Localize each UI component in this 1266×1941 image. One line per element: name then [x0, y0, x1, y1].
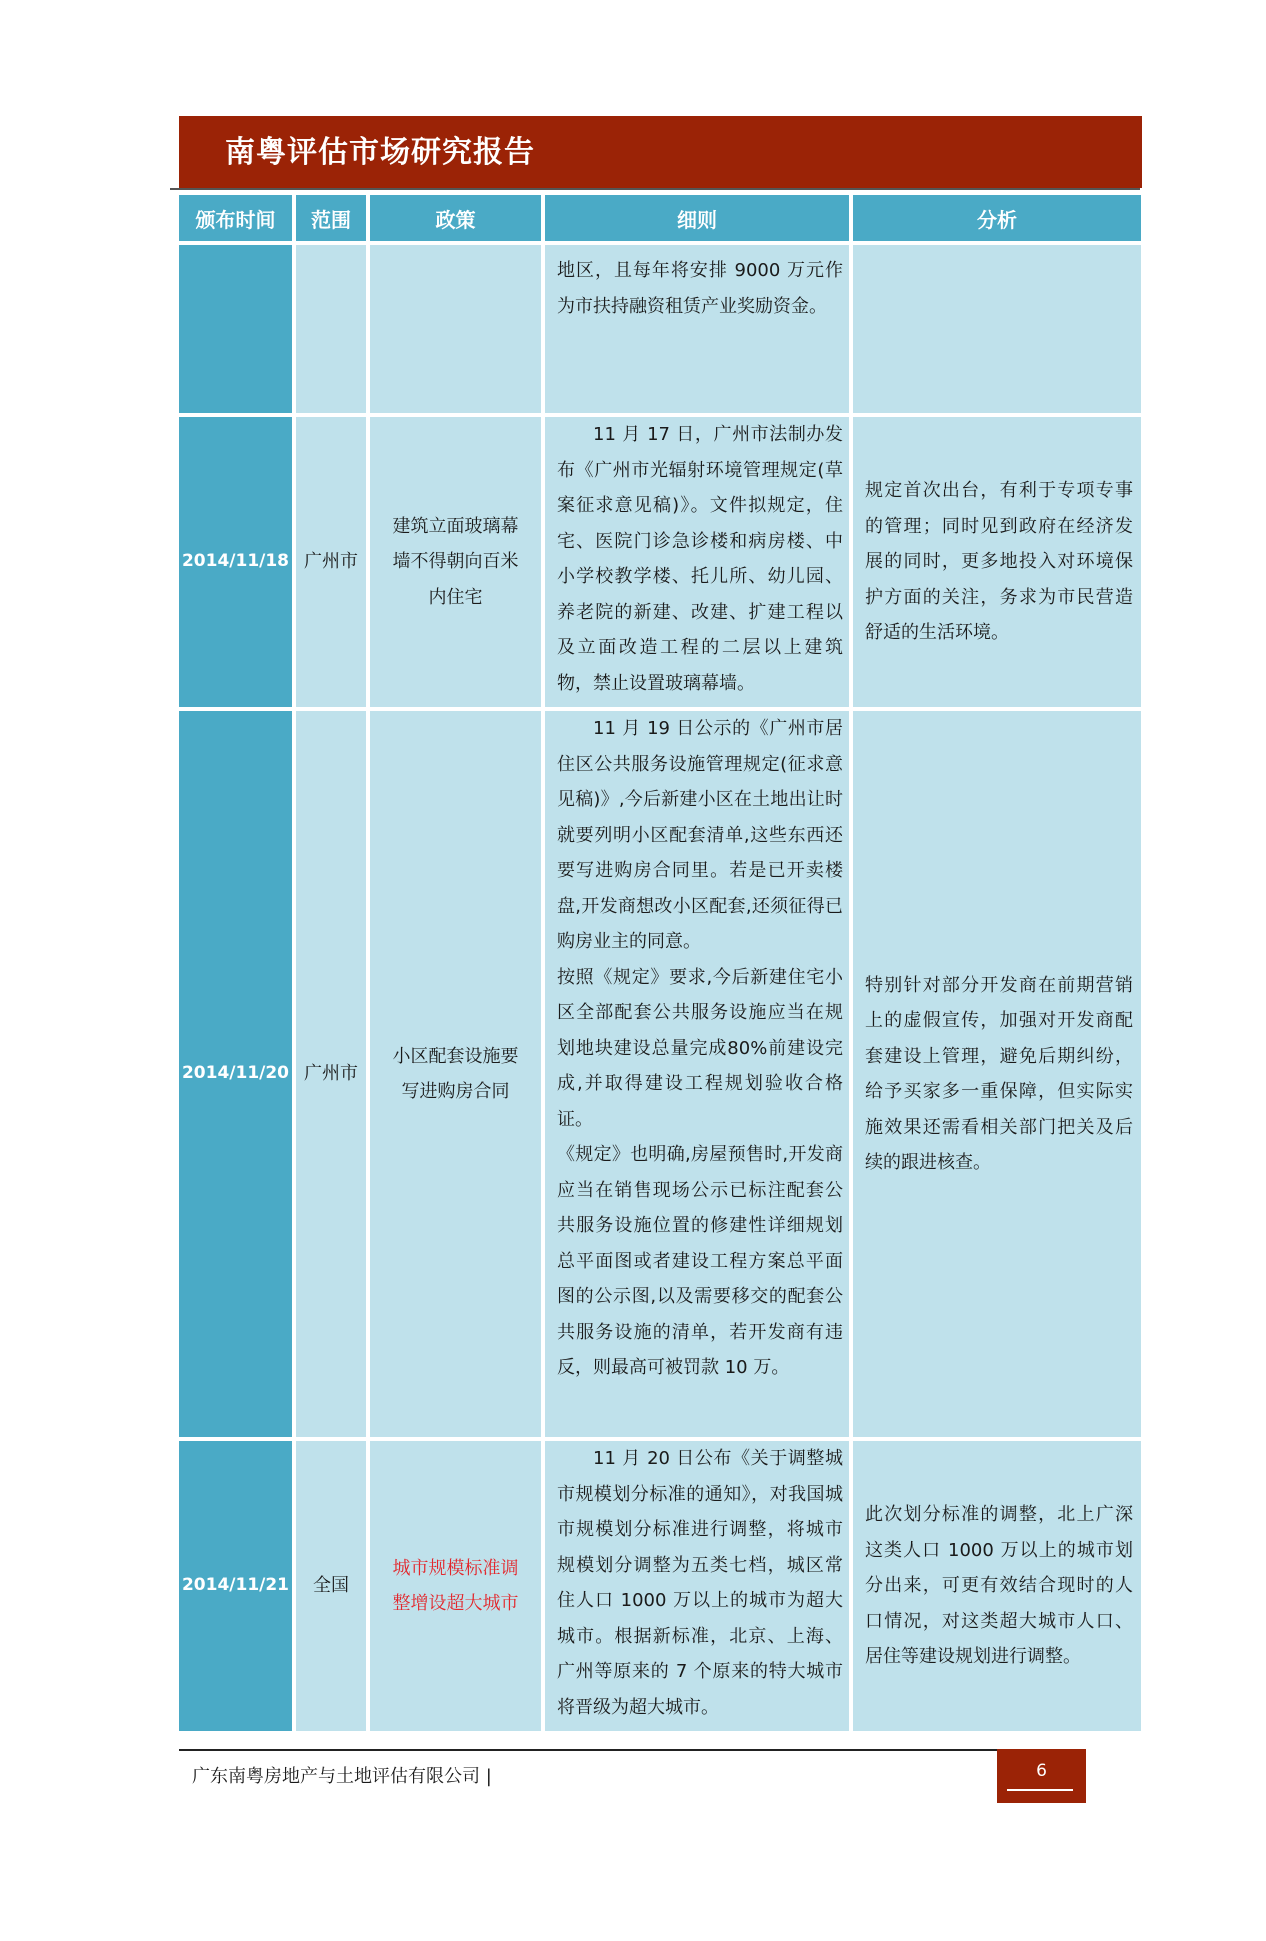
date-cell: [179, 245, 292, 413]
analysis-cell: 特别针对部分开发商在前期营销上的虚假宣传，加强对开发商配套建设上管理，避免后期纠纷，给予买家多一重保障，但实际实施效果还需看相关部门把关及后续的跟进核查。: [853, 711, 1141, 1437]
table-row: [179, 245, 1141, 413]
table-header-row: [179, 195, 1141, 241]
report-title: 南粤评估市场研究报告: [225, 135, 535, 170]
detail-cell: [545, 245, 849, 413]
detail-paragraph: 11 月 17 日，广州市法制办发布《广州市光辐射环境管理规定(草案征求意见稿)》。文件拟规定，住宅、医院门诊急诊楼和病房楼、中小学校教学楼、托儿所、幼儿园、养老院的新建、改建、扩建工程以及立面改造工程的二层以上建筑物，禁止设置玻璃幕墙。: [557, 424, 843, 694]
date-cell: 2014/11/21: [179, 1441, 292, 1731]
page-number-box: [997, 1749, 1086, 1803]
table-row: [179, 1441, 1141, 1731]
header-divider: [170, 188, 1140, 190]
scope-cell: 广州市: [296, 711, 366, 1437]
policy-highlight-text: 城市规模标准调整增设超大城市: [392, 1557, 519, 1614]
analysis-cell: 规定首次出台，有利于专项专事的管理；同时见到政府在经济发展的同时，更多地投入对环境保护方面的关注，务求为市民营造舒适的生活环境。: [853, 417, 1141, 707]
detail-paragraph: 地区，且每年将安排 9000 万元作为市扶持融资租赁产业奖励资金。: [557, 260, 843, 317]
detail-paragraph: 11 月 20 日公布《关于调整城市规模划分标准的通知》，对我国城市规模划分标准进行调整，将城市规模划分调整为五类七档，城区常住人口 1000 万以上的城市为超大城市。根据新标准，北京、上海、广州等原来的 7 个原来的特大城市将晋级为超大城市。: [557, 1448, 843, 1718]
column-header-policy: 政策: [370, 195, 541, 241]
table-row: [179, 711, 1141, 1437]
analysis-cell: 此次划分标准的调整，北上广深这类人口 1000 万以上的城市划分出来，可更有效结合现时的人口情况，对这类超大城市人口、居住等建设规划进行调整。: [853, 1441, 1141, 1731]
policy-cell: [370, 1441, 541, 1731]
scope-cell: 全国: [296, 1441, 366, 1731]
page-number-underline: [1007, 1789, 1073, 1791]
column-header-date: 颁布时间: [179, 195, 292, 241]
scope-cell: 广州市: [296, 417, 366, 707]
footer-divider: [179, 1749, 999, 1751]
detail-cell: [545, 711, 849, 1437]
detail-paragraph: 按照《规定》要求,今后新建住宅小区全部配套公共服务设施应当在规划地块建设总量完成80%前建设完成,并取得建设工程规划验收合格证。: [557, 966, 843, 1130]
column-header-scope: 范围: [296, 195, 366, 241]
policy-table: [175, 191, 1145, 1735]
detail-cell: [545, 1441, 849, 1731]
report-header-bar: [179, 116, 1142, 188]
column-header-detail: 细则: [545, 195, 849, 241]
table-row: [179, 417, 1141, 707]
scope-cell: [296, 245, 366, 413]
detail-paragraph: 《规定》也明确,房屋预售时,开发商应当在销售现场公示已标注配套公共服务设施位置的修建性详细规划总平面图或者建设工程方案总平面图的公示图,以及需要移交的配套公共服务设施的清单，若开发商有违反，则最高可被罚款 10 万。: [557, 1144, 843, 1378]
analysis-cell: [853, 245, 1141, 413]
policy-cell: 小区配套设施要写进购房合同: [370, 711, 541, 1437]
page-number: 6: [1036, 1761, 1047, 1781]
policy-cell: 建筑立面玻璃幕墙不得朝向百米内住宅: [370, 417, 541, 707]
footer-company-name: 广东南粤房地产与土地评估有限公司 |: [192, 1766, 492, 1787]
date-cell: 2014/11/20: [179, 711, 292, 1437]
detail-paragraph: 11 月 19 日公示的《广州市居住区公共服务设施管理规定(征求意见稿)》,今后新建小区在土地出让时就要列明小区配套清单,这些东西还要写进购房合同里。若是已开卖楼盘,开发商想改小区配套,还须征得已购房业主的同意。: [557, 718, 843, 952]
column-header-analysis: 分析: [853, 195, 1141, 241]
date-cell: 2014/11/18: [179, 417, 292, 707]
policy-cell: [370, 245, 541, 413]
detail-cell: [545, 417, 849, 707]
